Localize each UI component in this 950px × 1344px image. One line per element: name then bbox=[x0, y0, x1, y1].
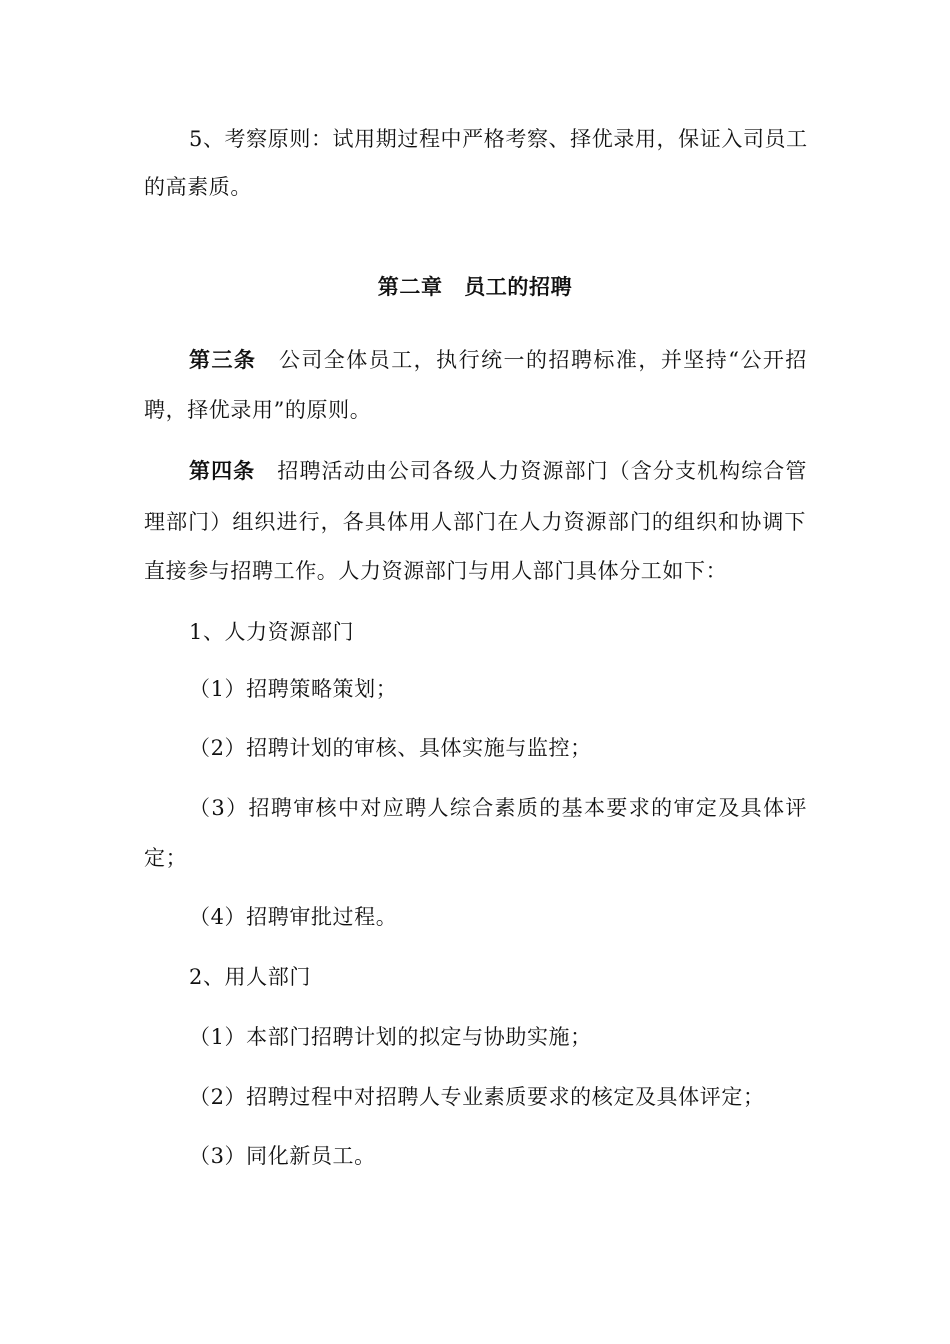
article-4-label: 第四条 bbox=[189, 458, 256, 483]
paragraph-line: 5、考察原则：试用期过程中严格考察、择优录用，保证入司员工 bbox=[189, 127, 808, 151]
article-4-line bbox=[189, 456, 807, 486]
chapter-title: 第二章 员工的招聘 bbox=[377, 274, 573, 299]
list-item: （1）招聘策略策划； bbox=[189, 677, 398, 701]
list-item: （3）同化新员工。 bbox=[189, 1144, 376, 1168]
article-3-text: 公司全体员工，执行统一的招聘标准，并坚持“公开招 bbox=[256, 348, 807, 372]
list-item: （2）招聘计划的审核、具体实施与监控； bbox=[189, 736, 592, 760]
paragraph-line: 定； bbox=[144, 846, 188, 870]
list-item: （2）招聘过程中对招聘人专业素质要求的核定及具体评定； bbox=[189, 1085, 765, 1109]
list-item: （1）本部门招聘计划的拟定与协助实施； bbox=[189, 1025, 592, 1049]
paragraph-line: 聘，择优录用”的原则。 bbox=[144, 398, 372, 422]
list-item: （3）招聘审核中对应聘人综合素质的基本要求的审定及具体评 bbox=[189, 796, 807, 820]
paragraph-line: 理部门）组织进行，各具体用人部门在人力资源部门的组织和协调下 bbox=[144, 510, 806, 534]
list-item: （4）招聘审批过程。 bbox=[189, 905, 398, 929]
paragraph-line: 直接参与招聘工作。人力资源部门与用人部门具体分工如下： bbox=[144, 559, 728, 583]
article-3-line bbox=[189, 345, 807, 375]
article-3-label: 第三条 bbox=[189, 347, 257, 372]
section-heading-dept: 2、用人部门 bbox=[189, 965, 311, 989]
paragraph-line: 的高素质。 bbox=[144, 175, 252, 199]
article-4-text: 招聘活动由公司各级人力资源部门（含分支机构综合管 bbox=[255, 459, 807, 483]
section-heading-hr: 1、人力资源部门 bbox=[189, 620, 355, 644]
